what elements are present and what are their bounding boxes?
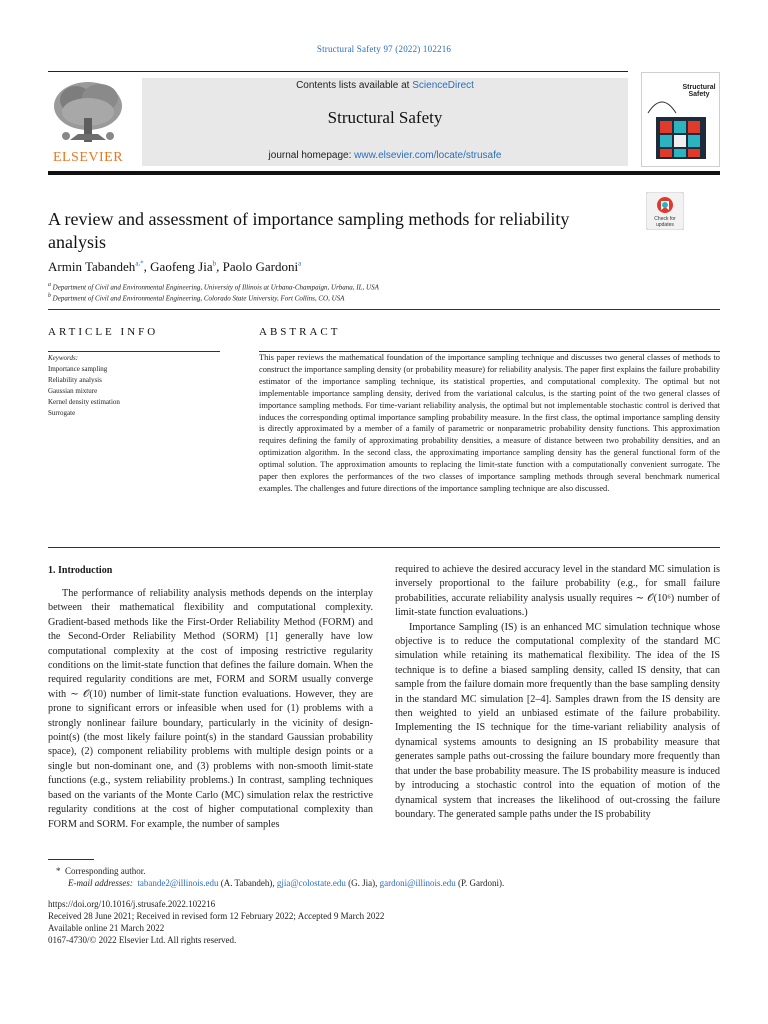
keyword-item: Gaussian mixture	[48, 387, 98, 395]
journal-homepage-link[interactable]: www.elsevier.com/locate/strusafe	[354, 150, 502, 161]
corresponding-author-note: * Corresponding author.	[56, 866, 146, 876]
keyword-item: Surrogate	[48, 409, 76, 417]
section-title-introduction: 1. Introduction	[48, 565, 113, 576]
keyword-item: Reliability analysis	[48, 376, 102, 384]
paragraph: Importance Sampling (IS) is an enhanced MC simulation technique whose objective is to reduce the computational complexity of the standard MC simulation while retaining its mathematical flexibility. The idea of the IS technique is to define a biased sampling density, called IS density, that can sample from the failure domain more frequently than the base sampling density in the standard MC simulation [2–4]. Samples drawn from the IS density are then weighted to yield an unbiased estimate of the failure probability. Implementing the IS technique for the time-variant reliability analysis of dynamical systems amounts to designing an IS probability measure that generates sample paths out-crossing the failure boundary more frequently than that under the base probability measure. The IS probability measure is induced by introducing a stochastic control into the equation of motion of the dynamical system that increases the likelihood of out-crossing the failure boundary. The generated sample paths under the IS probability	[395, 621, 720, 820]
affiliation: $^a$ Department of Civil and Environmental Engineering, University of Illinois at Urbana-Champaign, Urbana, IL, USA	[48, 282, 379, 292]
section-divider	[48, 309, 720, 310]
article-info-heading: ARTICLE INFO	[48, 326, 159, 338]
author-name[interactable]: Armin Tabandeh	[48, 259, 136, 274]
footnote-rule	[48, 859, 94, 860]
svg-text:updates: updates	[656, 222, 674, 228]
journal-cover-thumbnail[interactable]	[641, 72, 720, 167]
author-affiliation-mark[interactable]: a,*	[135, 259, 144, 268]
author-list: Armin Tabandeh$^{a,*}$, Gaofeng Jia$^b$, Paolo Gardoni$^a$	[48, 259, 302, 274]
keywords-rule	[48, 351, 220, 352]
keyword-item: Kernel density estimation	[48, 398, 120, 406]
keywords-label: Keywords:	[48, 354, 79, 362]
abstract-heading: ABSTRACT	[259, 326, 341, 338]
svg-text:Safety: Safety	[688, 91, 710, 98]
abstract-bottom-rule	[48, 547, 720, 548]
email-link[interactable]: gjia@colostate.edu	[276, 878, 346, 888]
elsevier-wordmark: ELSEVIER	[52, 150, 124, 165]
copyright-line: 0167-4730/© 2022 Elsevier Ltd. All rights reserved.	[48, 935, 237, 945]
author-affiliation-mark[interactable]: b	[212, 259, 217, 268]
abstract-text: This paper reviews the mathematical foundation of the importance sampling technique and discusses two general classes of methods to construct the importance sampling density (or probability measure) for reliability analysis. The paper first explains the failure probability estimator of the importance sampling technique, its statistical properties, and computational complexity. The optimal but not implementable importance sampling density, derived from the variational calculus, is the starting point of the two general classes of importance sampling methods. For time-variant reliability analysis, the optimal but not implementable stochastic control is derived that induces the corresponding optimal importance sampling probability measure. In the first class, the optimal importance sampling density is directly approximated by a member of a family of parametric or nonparametric probability density functions. This approximation requires defining the family of approximating probability densities, a measure of distance between two probability densities, and an optimization algorithm. In the second class, the approximating importance sampling density has the general functional form of the optimal solution. The approximation amounts to replacing the limit-state function with a computationally convenient surrogate. The paper then explores the performances of the two classes of importance sampling methods through several benchmark numerical examples. The challenges and future directions of the importance sampling technique are also discussed.	[259, 353, 720, 493]
email-link[interactable]: tabande2@illinois.edu	[137, 878, 219, 888]
journal-title: Structural Safety	[327, 108, 443, 127]
svg-text:Check for: Check for	[654, 216, 676, 222]
journal-reference-link[interactable]: Structural Safety 97 (2022) 102216	[316, 44, 452, 54]
body-column-right	[395, 563, 720, 822]
paragraph: The performance of reliability analysis methods depends on the interplay between their mathematical flexibility and computational complexity. Gradient-based methods like the First-Order Reliability Method (FORM) and the Second-Order Reliability Method (SORM) [1] generally have low computational complexity at the cost of imposing restrictive regularity conditions on the limit-state function that defines the failure domain. When the required regularity conditions are met, FORM and SORM usually converge with ∼ 𝒪(10) number of limit-state function evaluations. However, they are prone to significant errors or infeasible when used for (1) problems with a strongly nonlinear failure boundary, particularly in the vicinity of design-point(s) (the most likely failure point(s) in the standard Gaussian probability space), (2) component reliability problems with multiple design points or a single but non-dominant one, and (3) problems with non-smooth limit-state functions (e.g., system reliability problems.) In contrast, sampling techniques based on the variants of the Monte Carlo (MC) simulation relax the restrictive regularity conditions at the cost of higher computational complexity than FORM and SORM. For example, the number of samples	[48, 588, 373, 830]
author-name[interactable]: Paolo Gardoni	[222, 259, 299, 274]
homepage-line: journal homepage: www.elsevier.com/locate/strusafe	[268, 150, 502, 161]
header-rule	[48, 71, 628, 72]
check-for-updates-badge[interactable]	[646, 192, 684, 230]
email-addresses: E-mail addresses: tabande2@illinois.edu (A. Tabandeh), gjia@colostate.edu (G. Jia), gardoni@illinois.edu (P. Gardoni).	[68, 878, 505, 888]
affiliation: $^b$ Department of Civil and Environmental Engineering, Colorado State University, Fort Collins, CO, USA	[48, 293, 345, 303]
author-affiliation-mark[interactable]: a	[298, 259, 302, 268]
paragraph: required to achieve the desired accuracy level in the standard MC simulation is inversely proportional to the failure probability (e.g., for small failure probabilities, accurate reliability analysis usually requires ∼ 𝒪(10⁶) number of limit-state function evaluations.)	[395, 564, 720, 619]
available-online: Available online 21 March 2022	[48, 923, 165, 933]
body-column-left	[48, 587, 373, 832]
sciencedirect-link[interactable]: ScienceDirect	[412, 80, 474, 91]
contents-line: Contents lists available at ScienceDirect	[296, 80, 474, 91]
keyword-item: Importance sampling	[48, 365, 108, 373]
header-thick-rule	[48, 171, 720, 175]
svg-text:Structural: Structural	[682, 84, 716, 91]
received-dates: Received 28 June 2021; Received in revised form 12 February 2022; Accepted 9 March 2022	[48, 911, 385, 921]
article-title: A review and assessment of importance sampling methods for reliability analysis	[48, 209, 570, 252]
email-link[interactable]: gardoni@illinois.edu	[379, 878, 456, 888]
author-name[interactable]: Gaofeng Jia	[150, 259, 213, 274]
doi-link[interactable]: https://doi.org/10.1016/j.strusafe.2022.102216	[48, 899, 216, 909]
